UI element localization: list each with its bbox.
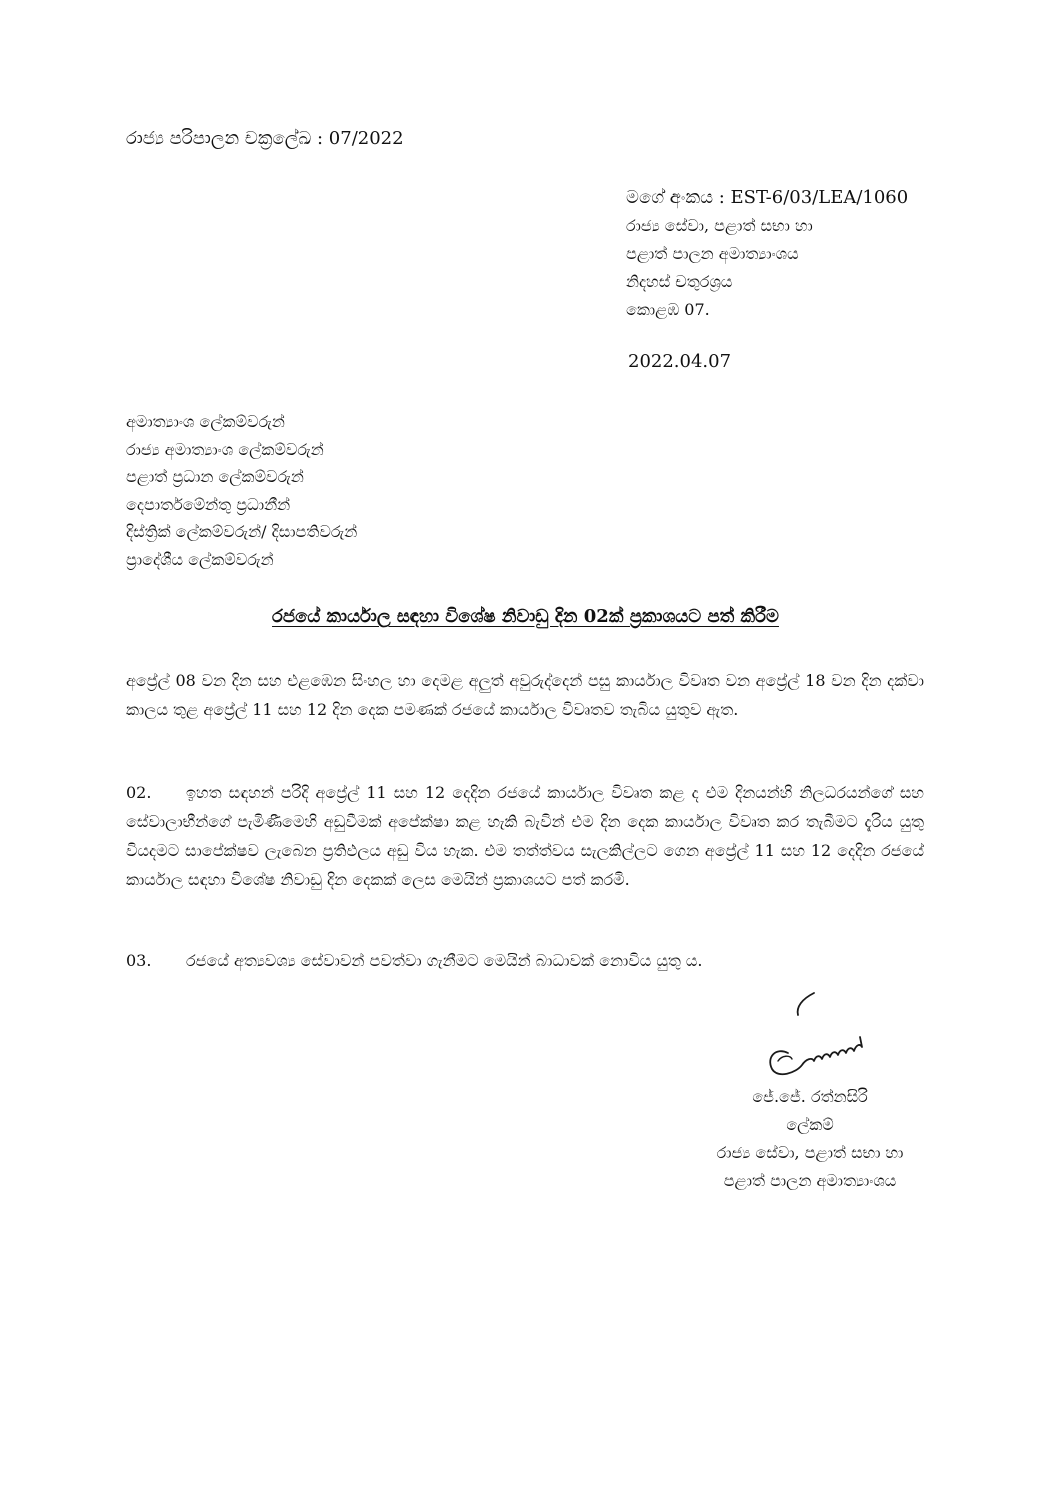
signatory-ministry-line: පළාත් පාලන අමාත්‍යාංශය [723, 1171, 897, 1190]
letter-date: 2022.04.07 [628, 351, 732, 372]
paragraph-1: අප්‍රේල් 08 වන දින සහ එළඹෙන සිංහල හා දෙමළ අලුත් අවුරුද්දෙන් පසු කාර්යාල විවෘත වන අප්‍රේල් 18 වන දින දක්වා කාලය තුළ අප්‍රේල් 11 සහ 12 දින දෙක පමණක් රජයේ කාර්යාල විවෘතව තැබිය යුතුව ඇත. [126, 671, 924, 719]
sender-address-block [626, 184, 908, 324]
signatory-block [690, 1083, 930, 1195]
recipient-item: රාජ්‍ය අමාත්‍යාංශ ලේකම්වරුන් [126, 439, 324, 459]
signatory-name: ජේ.ජේ. රත්නසිරි [752, 1087, 868, 1106]
address-line: රාජ්‍ය සේවා, පළාත් සභා හා [626, 216, 813, 235]
address-line: පළාත් පාලන අමාත්‍යාංශය [626, 244, 799, 263]
recipient-item: ප්‍රාදේශීය ලේකම්වරුන් [126, 549, 274, 569]
paragraph-2 [126, 778, 924, 894]
recipient-item: දෙපාර්තමේන්තු ප්‍රධානීන් [126, 494, 291, 514]
paragraph-number: 02. [126, 783, 152, 802]
circular-number: රාජ්‍ය පරිපාලන චක්‍රලේඛ : 07/2022 [126, 128, 404, 149]
document-title: රජයේ කාර්යාල සඳහා විශේෂ නිවාඩු දින 02ක් ප්‍රකාශයට පත් කිරීම [272, 606, 779, 627]
address-line: නිදහස් චතුරශ්‍රය [626, 272, 733, 291]
recipient-item: අමාත්‍යාංශ ලේකම්වරුන් [126, 412, 285, 431]
signatory-designation: ලේකම් [786, 1115, 834, 1134]
paragraph-number: 03. [126, 951, 152, 970]
address-line: කොළඹ 07. [626, 300, 710, 319]
paragraph-text: රජයේ අත්‍යවශ්‍ය සේවාවන් පවත්වා ගැනීමට මෙයින් බාධාවක් නොවිය යුතු ය. [186, 951, 703, 970]
paragraph-text: ඉහත සඳහන් පරිදි අප්‍රේල් 11 සහ 12 දෙදින රජයේ කාර්යාල විවෘත කළ ද එම දිනයන්හි නිලධරයන්ගේ සහ සේවාලාභීන්ගේ පැමිණීමෙහි අඩුවීමක් අපේක්ෂා කළ හැකි බැවින් එම දින දෙක කාර්යාල විවෘත කර තැබීමට දැරිය යුතු වියදමට සාපේක්ෂව ලැබෙන ප්‍රතිඵලය අඩු විය හැක. එම තත්ත්වය සැලකිල්ලට ගෙන අප්‍රේල් 11 සහ 12 දෙදින රජයේ කාර්යාල සඳහා විශේෂ නිවාඩු දින දෙකක් ලෙස මෙයින් ප්‍රකාශයට පත් කරමි. [126, 783, 924, 889]
recipient-item: පළාත් ප්‍රධාන ලේකම්වරුන් [126, 467, 304, 487]
recipient-list [126, 408, 357, 574]
signatory-ministry-line: රාජ්‍ය සේවා, පළාත් සභා හා [716, 1143, 904, 1162]
handwritten-signature [752, 985, 867, 1080]
reference-number: මගේ අංකය : EST-6/03/LEA/1060 [626, 187, 909, 208]
recipient-item: දිස්ත්‍රික් ලේකම්වරුන්/ දිසාපතිවරුන් [126, 522, 358, 542]
paragraph-3 [126, 946, 924, 975]
